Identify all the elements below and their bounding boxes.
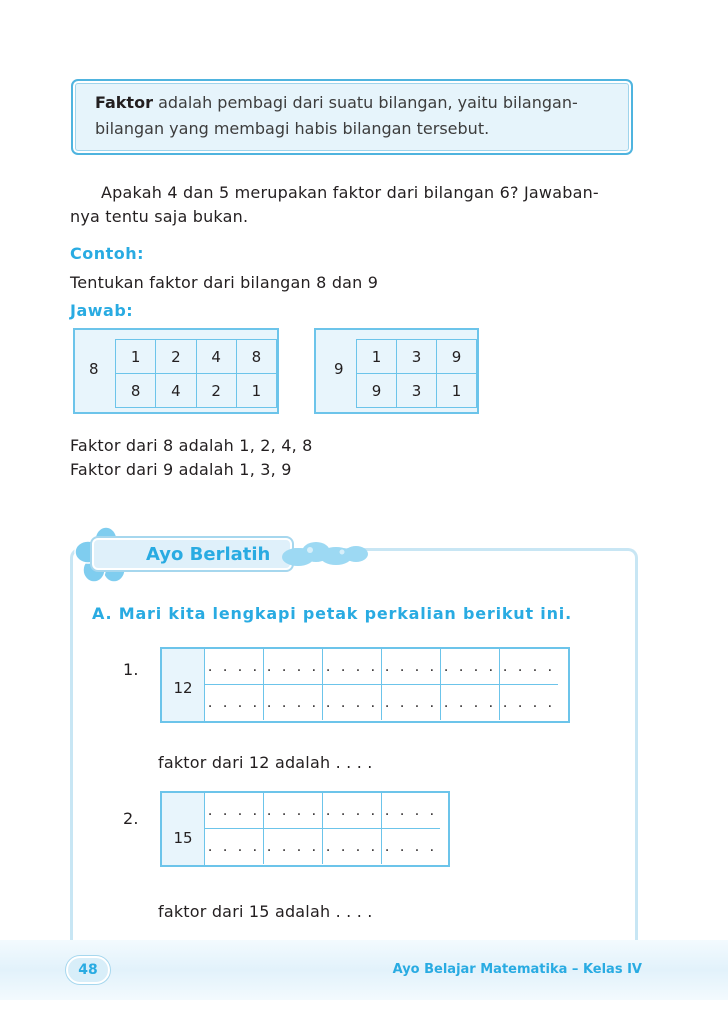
item-1-answer: faktor dari 12 adalah . . . . [158, 753, 373, 772]
blank-cell[interactable]: . . . . [500, 649, 559, 685]
table-cell: 1 [116, 340, 156, 374]
definition-term: Faktor [95, 93, 153, 112]
page-number: 48 [66, 956, 110, 984]
cloud-icon [280, 540, 370, 568]
table-cell: 1 [236, 374, 276, 408]
blank-cell[interactable]: . . . . [323, 793, 382, 829]
blank-cell[interactable]: . . . . [500, 685, 559, 721]
exercise-header-label: Ayo Berlatih [146, 544, 271, 565]
exercise-header [92, 538, 292, 570]
result-line-8: Faktor dari 8 adalah 1, 2, 4, 8 [70, 436, 313, 455]
blank-cell[interactable]: . . . . [264, 793, 323, 829]
grid-number-cell [162, 793, 205, 865]
definition-line-1 [95, 93, 578, 112]
table-cell: 3 [397, 374, 437, 408]
grid-number: 12 [173, 679, 193, 697]
factor-table-8 [73, 328, 279, 414]
table-cell: 4 [196, 340, 236, 374]
item-2-label: 2. [123, 809, 139, 828]
intro-line-1: Apakah 4 dan 5 merupakan faktor dari bilangan 6? Jawaban- [101, 183, 599, 202]
footer-book-title: Ayo Belajar Matematika – Kelas IV [392, 962, 642, 977]
blank-cell[interactable]: . . . . [382, 829, 441, 865]
blank-cell[interactable]: . . . . [382, 685, 441, 721]
example-heading: Contoh: [70, 244, 145, 263]
blank-cell[interactable]: . . . . [382, 649, 441, 685]
table-cell: 2 [156, 340, 196, 374]
definition-box [71, 79, 633, 155]
factor-table-number: 9 [334, 360, 344, 378]
blank-cell[interactable]: . . . . [205, 793, 264, 829]
blank-cell[interactable]: . . . . [323, 649, 382, 685]
blank-cell[interactable]: . . . . [264, 829, 323, 865]
example-question: Tentukan faktor dari bilangan 8 dan 9 [70, 273, 379, 292]
factor-table-number: 8 [89, 360, 99, 378]
answer-heading: Jawab: [70, 301, 134, 320]
table-cell: 2 [196, 374, 236, 408]
blank-cell[interactable]: . . . . [441, 685, 500, 721]
table-cell: 9 [357, 374, 397, 408]
blank-cell[interactable]: . . . . [264, 649, 323, 685]
table-cell: 3 [397, 340, 437, 374]
blank-cell[interactable]: . . . . [205, 649, 264, 685]
definition-line-2: bilangan yang membagi habis bilangan tersebut. [95, 119, 490, 138]
multiplication-grid-15 [160, 791, 450, 867]
result-line-9: Faktor dari 9 adalah 1, 3, 9 [70, 460, 292, 479]
table-cell: 1 [357, 340, 397, 374]
blank-cell[interactable]: . . . . [323, 685, 382, 721]
blank-cell[interactable]: . . . . [441, 649, 500, 685]
item-1-label: 1. [123, 660, 139, 679]
item-2-answer: faktor dari 15 adalah . . . . [158, 902, 373, 921]
blank-cell[interactable]: . . . . [382, 793, 441, 829]
grid-number: 15 [173, 829, 193, 847]
definition-text: adalah pembagi dari suatu bilangan, yaitu bilangan- [158, 93, 578, 112]
table-cell: 1 [437, 374, 477, 408]
blank-cell[interactable]: . . . . [264, 685, 323, 721]
blank-cell[interactable]: . . . . [205, 685, 264, 721]
blank-cell[interactable]: . . . . [205, 829, 264, 865]
grid-number-cell [162, 649, 205, 721]
blank-cell[interactable]: . . . . [323, 829, 382, 865]
table-cell: 8 [116, 374, 156, 408]
multiplication-grid-12 [160, 647, 570, 723]
table-cell: 4 [156, 374, 196, 408]
section-a-title: A. Mari kita lengkapi petak perkalian berikut ini. [92, 604, 572, 623]
intro-line-2: nya tentu saja bukan. [70, 207, 249, 226]
table-cell: 8 [236, 340, 276, 374]
factor-table-9 [314, 328, 479, 414]
table-cell: 9 [437, 340, 477, 374]
